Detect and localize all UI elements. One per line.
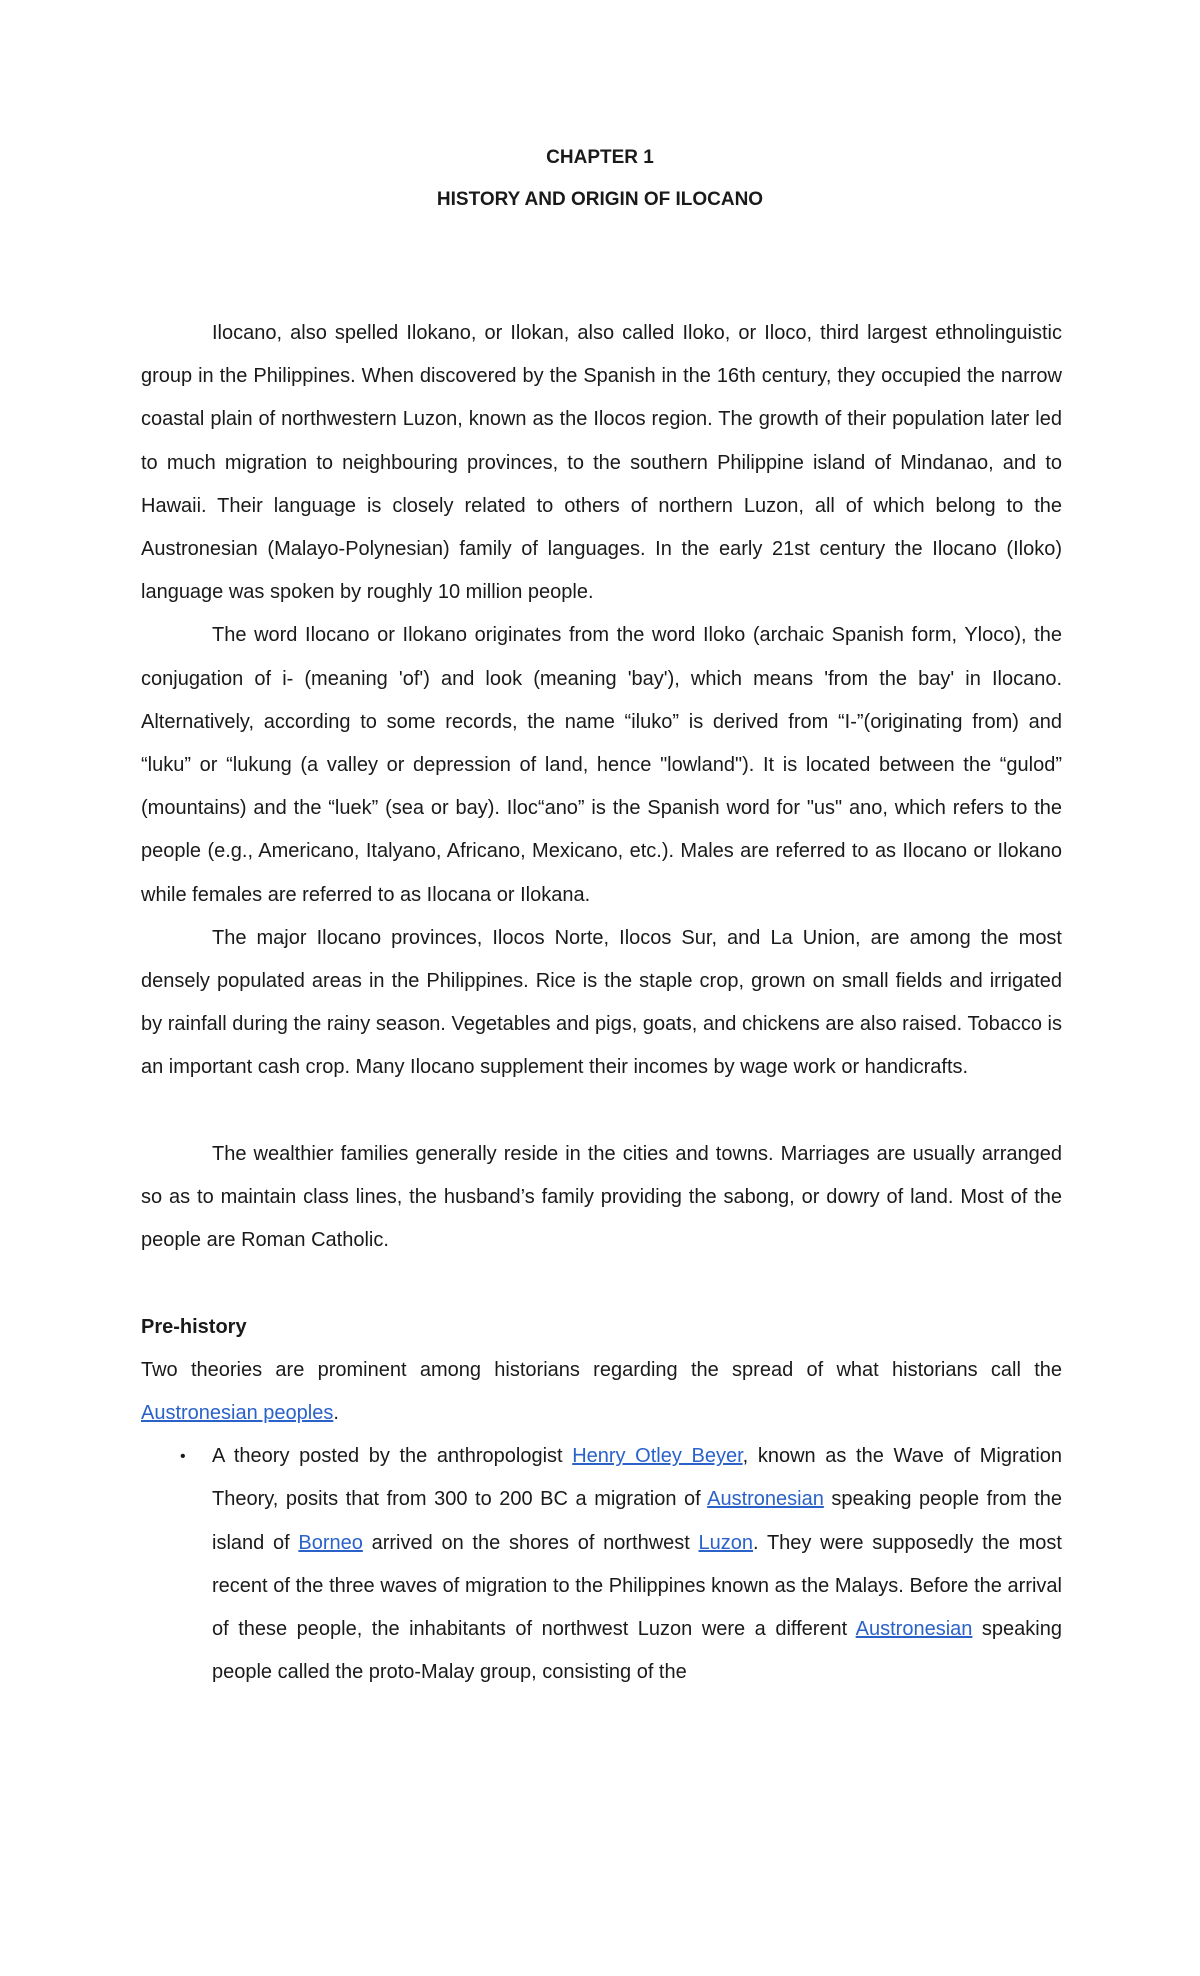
austronesian-link[interactable]: Austronesian: [707, 1488, 824, 1511]
austronesian-peoples-link[interactable]: Austronesian peoples: [141, 1402, 334, 1425]
austronesian-link-2[interactable]: Austronesian: [855, 1618, 973, 1641]
luzon-link[interactable]: Luzon: [698, 1531, 754, 1554]
bullet-text-6: speaking people called the proto-Malay group, consisting of the: [212, 1618, 1062, 1684]
paragraph-provinces: The major Ilocano provinces, Ilocos Norte, Ilocos Sur, and La Union, are among the most densely populated areas in the Philippines. Rice is the staple crop, grown on small fields and irrigated by rainfall during the rainy season. Vegetables and pigs, goats, and chickens are also raised. Tobacco is an important cash crop. Many Ilocano supplement their incomes by wage work or handicrafts.: [141, 926, 1062, 1079]
bullet-text-3: speaking people from the island of: [212, 1488, 1062, 1554]
chapter-label: CHAPTER 1: [546, 147, 654, 168]
prehistory-intro-text: Two theories are prominent among historians regarding the spread of what historians call the: [141, 1358, 1062, 1381]
paragraph-spacer: [141, 1090, 1062, 1133]
list-item: [141, 1435, 1062, 1694]
bullet-text-5: . They were supposedly the most recent of the three waves of migration to the Philippines known as the Malays. Before the arrival of these people, the inhabitants of northwest Luzon were a different: [212, 1531, 1062, 1641]
prehistory-intro: [141, 1349, 1062, 1435]
borneo-link[interactable]: Borneo: [298, 1531, 363, 1554]
bullet-icon: •: [180, 1448, 186, 1466]
theory-list: [141, 1435, 1062, 1694]
prehistory-heading: Pre-history: [141, 1315, 247, 1338]
bullet-text-4: arrived on the shores of northwest: [362, 1531, 699, 1554]
paragraph-society: The wealthier families generally reside in the cities and towns. Marriages are usually arranged so as to maintain class lines, the husband’s family providing the sabong, or dowry of land. Most of the people are Roman Catholic.: [141, 1142, 1062, 1252]
document-body: [141, 312, 1062, 1694]
prehistory-intro-end: .: [333, 1402, 339, 1425]
henry-otley-beyer-link[interactable]: Henry Otley Beyer: [572, 1445, 743, 1468]
section-spacer: [141, 1262, 1062, 1305]
bullet-text-1: A theory posted by the anthropologist: [212, 1445, 573, 1468]
paragraph-intro: Ilocano, also spelled Ilokano, or Ilokan, also called Iloko, or Iloco, third largest ethnolinguistic group in the Philippines. When discovered by the Spanish in the 16th century, they occupied the narrow coastal plain of northwestern Luzon, known as the Ilocos region. The growth of their population later led to much migration to neighbouring provinces, to the southern Philippine island of Mindanao, and to Hawaii. Their language is closely related to others of northern Luzon, all of which belong to the Austronesian (Malayo-Polynesian) family of languages. In the early 21st century the Ilocano (Iloko) language was spoken by roughly 10 million people.: [141, 322, 1062, 604]
bullet-text-2: , known as the Wave of Migration Theory, posits that from 300 to 200 BC a migration of: [212, 1445, 1063, 1511]
paragraph-etymology: The word Ilocano or Ilokano originates from the word Iloko (archaic Spanish form, Yloco), the conjugation of i- (meaning 'of') and look (meaning 'bay'), which means 'from the bay' in Ilocano. Alternatively, according to some records, the name “iluko” is derived from “I-”(originating from) and “luku” or “lukung (a valley or depression of land, hence "lowland"). It is located between the “gulod” (mountains) and the “luek” (sea or bay). Iloc“ano” is the Spanish word for "us" ano, which refers to the people (e.g., Americano, Italyano, Africano, Mexicano, etc.). Males are referred to as Ilocano or Ilokano while females are referred to as Ilocana or Ilokana.: [141, 624, 1062, 906]
chapter-title: HISTORY AND ORIGIN OF ILOCANO: [436, 189, 764, 210]
